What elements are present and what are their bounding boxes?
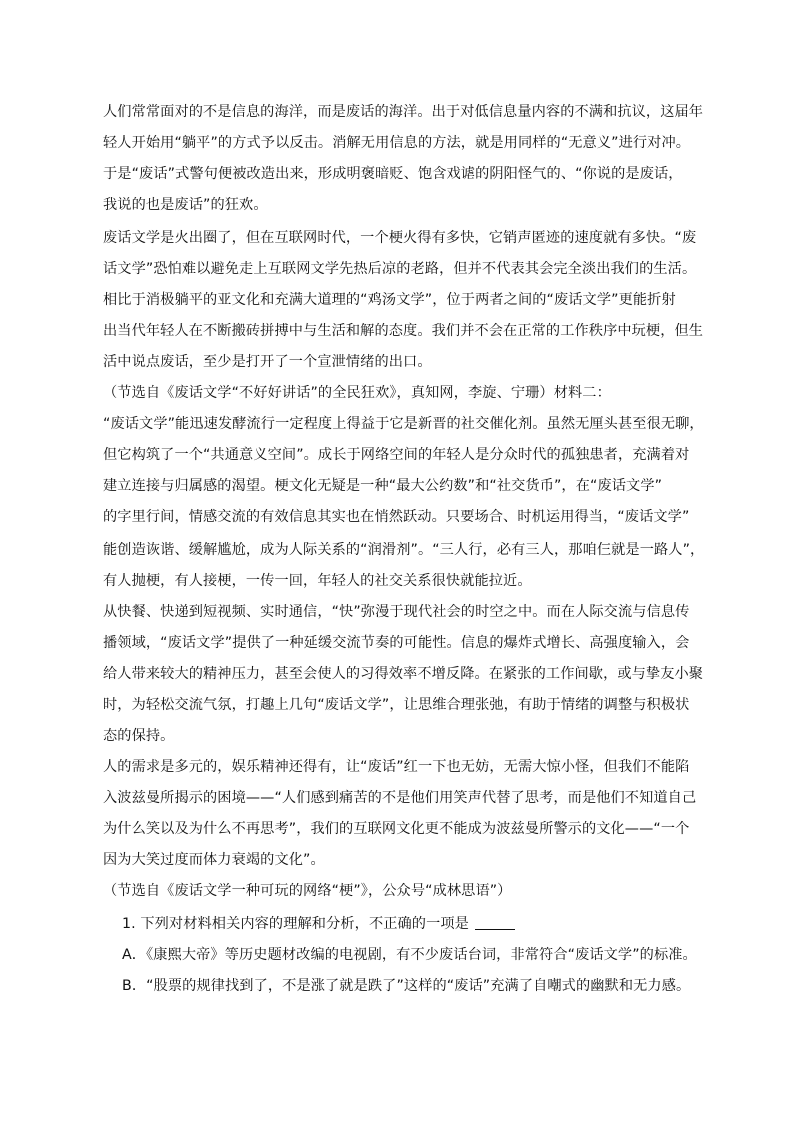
text-line: 废话文学是火出圈了，但在互联网时代，一个梗火得有多快，它销声匿迹的速度就有多快。“废 xyxy=(103,230,697,246)
text-line: 话文学”恐怕难以避免走上互联网文学先热后凉的老路，但并不代表其会完全淡出我们的生活。 xyxy=(103,261,697,277)
text-line: 于是“废话”式警句便被改造出来，形成明褒暗贬、饱含戏谑的阴阳怪气的、“你说的是废话， xyxy=(103,166,683,182)
text-line: 入波兹曼所揭示的困境——“人们感到痛苦的不是他们用笑声代替了思考，而是他们不知道自己 xyxy=(103,790,697,806)
text-line: 能创造诙谐、缓解尴尬，成为人际关系的“润滑剂”。“三人行，必有三人，那咱仨就是一路人”， xyxy=(103,542,705,558)
text-line: 有人抛梗，有人接梗，一传一回，年轻人的社交关系很快就能拉近。 xyxy=(103,573,532,589)
text-line: 活中说点废话，至少是打开了一个宣泄情绪的出口。 xyxy=(103,354,432,370)
option-a: A．《康熙大帝》等历史题材改编的电视剧，有不少废话台词，非常符合“废话文学”的标准。 xyxy=(122,947,697,963)
source-citation: （节选自《废话文学“不好好讲话”的全民狂欢》，真知网，李旋、宁珊）材料二： xyxy=(103,385,611,401)
source-citation: （节选自《废话文学一种可玩的网络“梗”》，公众号“成林思语”） xyxy=(103,883,512,899)
text-line: 从快餐、快递到短视频、实时通信，“快”弥漫于现代社会的时空之中。而在人际交流与信息传 xyxy=(103,604,690,620)
text-line: 播领域，“废话文学”提供了一种延缓交流节奏的可能性。信息的爆炸式增长、高强度输入，会 xyxy=(103,635,690,651)
option-b: B．“股票的规律找到了，不是涨了就是跌了”这样的“废话”充满了自嘲式的幽默和无力感。 xyxy=(122,978,691,994)
text-line: 人的需求是多元的，娱乐精神还得有，让“废话”红一下也无妨，无需大惊小怪，但我们不能陷 xyxy=(103,759,690,775)
answer-blank xyxy=(475,915,515,930)
text-line: 人们常常面对的不是信息的海洋，而是废话的海洋。出于对低信息量内容的不满和抗议，这届年 xyxy=(103,104,704,120)
text-line: 时，为轻松交流气氛，打趣上几句“废话文学”，让思维合理张弛，有助于情绪的调整与积极状 xyxy=(103,697,690,713)
text-line: 相比于消极躺平的亚文化和充满大道理的“鸡汤文学”，位于两者之间的“废话文学”更能折射 xyxy=(103,292,676,308)
text-line: 态的保持。 xyxy=(103,728,175,744)
text-line: “废话文学”能迅速发酵流行一定程度上得益于它是新晋的社交催化剂。虽然无厘头甚至很无聊， xyxy=(103,416,704,432)
text-line: 建立连接与归属感的渴望。梗文化无疑是一种“最大公约数”和“社交货币”，在“废话文学” xyxy=(103,478,663,494)
text-line: 我说的也是废话”的狂欢。 xyxy=(103,197,268,213)
text-line: 轻人开始用“躺平”的方式予以反击。消解无用信息的方法，就是用同样的“无意义”进行对冲。 xyxy=(103,135,691,151)
question-stem xyxy=(122,914,515,934)
text-line: 为什么笑以及为什么不再思考”，我们的互联网文化更不能成为波兹曼所警示的文化——“一个 xyxy=(103,821,690,837)
question-stem-text: 1. 下列对材料相关内容的理解和分析，不正确的一项是 xyxy=(122,916,469,932)
text-line: 出当代年轻人在不断搬砖拼搏中与生活和解的态度。我们并不会在正常的工作秩序中玩梗，但生 xyxy=(103,323,704,339)
text-line: 但它构筑了一个“共通意义空间”。成长于网络空间的年轻人是分众时代的孤独患者，充满着对 xyxy=(103,447,690,463)
text-line: 因为大笑过度而体力衰竭的文化”。 xyxy=(103,852,325,868)
text-line: 给人带来较大的精神压力，甚至会使人的习得效率不增反降。在紧张的工作间歇，或与挚友小聚 xyxy=(103,666,704,682)
text-line: 的字里行间，情感交流的有效信息其实也在悄然跃动。只要场合、时机运用得当，“废话文学” xyxy=(103,509,690,525)
